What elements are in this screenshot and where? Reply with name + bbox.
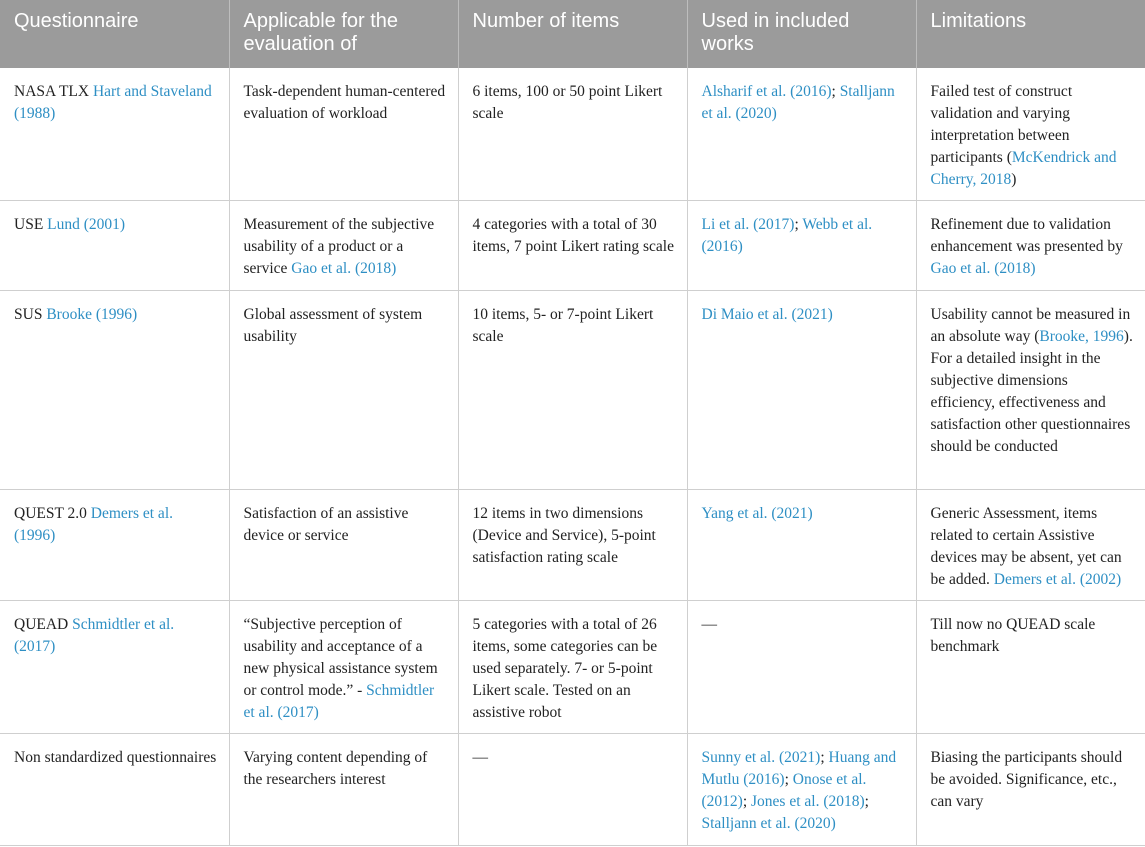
header-used-in-works: Used in included works <box>687 0 916 68</box>
cell-questionnaire: USE Lund (2001) <box>0 201 229 291</box>
cell-limitations: Usability cannot be measured in an absolute way (Brooke, 1996). For a detailed insight in the subjective dimensions efficiency, effectiveness and satisfaction other questionnaires should be conducted <box>916 291 1145 490</box>
citation-link[interactable]: Alsharif et al. (2016) <box>701 83 832 100</box>
cell-applicable: “Subjective perception of usability and acceptance of a new physical assistance system or control mode.” - Schmidtler et al. (2017) <box>229 601 458 734</box>
citation-link[interactable]: Schmidtler et al. (2017) <box>14 616 175 655</box>
cell-applicable: Varying content depending of the researchers interest <box>229 734 458 846</box>
table-row <box>0 734 1145 846</box>
citation-link[interactable]: Brooke (1996) <box>46 306 138 323</box>
cell-items: 4 categories with a total of 30 items, 7 point Likert rating scale <box>458 201 687 291</box>
header-row <box>0 0 1145 68</box>
header-questionnaire: Questionnaire <box>0 0 229 68</box>
citation-link[interactable]: Stalljann et al. (2020) <box>701 815 836 832</box>
cell-questionnaire: NASA TLX Hart and Staveland (1988) <box>0 68 229 201</box>
cell-items: 5 categories with a total of 26 items, some categories can be used separately. 7- or 5-point Likert scale. Tested on an assistive robot <box>458 601 687 734</box>
citation-link[interactable]: Hart and Staveland (1988) <box>14 83 212 122</box>
cell-used: Li et al. (2017); Webb et al. (2016) <box>687 201 916 291</box>
cell-limitations: Failed test of construct validation and varying interpretation between participants (McKendrick and Cherry, 2018) <box>916 68 1145 201</box>
cell-used <box>687 490 916 601</box>
citation-link[interactable]: Di Maio et al. (2021) <box>701 306 833 323</box>
citation-link[interactable]: Jones et al. (2018) <box>751 793 865 810</box>
header-number-of-items: Number of items <box>458 0 687 68</box>
cell-questionnaire: QUEST 2.0 Demers et al. (1996) <box>0 490 229 601</box>
cell-items: — <box>458 734 687 846</box>
cell-items: 10 items, 5- or 7-point Likert scale <box>458 291 687 490</box>
header-limitations: Limitations <box>916 0 1145 68</box>
citation-link[interactable]: Yang et al. (2021) <box>701 505 813 522</box>
header-applicable: Applicable for the evaluation of <box>229 0 458 68</box>
table-row <box>0 291 1145 490</box>
citation-link[interactable]: Stalljann et al. (2020) <box>701 83 895 122</box>
citation-link[interactable]: Schmidtler et al. (2017) <box>243 682 435 721</box>
cell-items: 6 items, 100 or 50 point Likert scale <box>458 68 687 201</box>
citation-link[interactable]: Demers et al. (1996) <box>14 505 173 544</box>
cell-used: Alsharif et al. (2016); Stalljann et al. (2020) <box>687 68 916 201</box>
citation-link[interactable]: Gao et al. (2018) <box>930 260 1036 277</box>
citation-link[interactable]: Sunny et al. (2021) <box>701 749 821 766</box>
citation-link[interactable]: Webb et al. (2016) <box>701 216 873 255</box>
table-row <box>0 201 1145 291</box>
table-row <box>0 601 1145 734</box>
cell-used: Sunny et al. (2021); Huang and Mutlu (2016); Onose et al. (2012); Jones et al. (2018); Stalljann et al. (2020) <box>687 734 916 846</box>
cell-used <box>687 291 916 490</box>
cell-applicable: Satisfaction of an assistive device or service <box>229 490 458 601</box>
cell-applicable: Task-dependent human-centered evaluation of workload <box>229 68 458 201</box>
cell-applicable: Measurement of the subjective usability of a product or a service Gao et al. (2018) <box>229 201 458 291</box>
citation-link[interactable]: Onose et al. (2012) <box>701 771 867 810</box>
citation-link[interactable]: Demers et al. (2002) <box>993 571 1122 588</box>
cell-questionnaire: QUEAD Schmidtler et al. (2017) <box>0 601 229 734</box>
cell-used: — <box>687 601 916 734</box>
cell-limitations: Refinement due to validation enhancement was presented by Gao et al. (2018) <box>916 201 1145 291</box>
citation-link[interactable]: Li et al. (2017) <box>701 216 795 233</box>
cell-limitations: Generic Assessment, items related to certain Assistive devices may be absent, yet can be added. Demers et al. (2002) <box>916 490 1145 601</box>
citation-link[interactable]: Gao et al. (2018) <box>291 260 397 277</box>
table-row <box>0 68 1145 201</box>
cell-limitations: Biasing the participants should be avoided. Significance, etc., can vary <box>916 734 1145 846</box>
citation-link[interactable]: McKendrick and Cherry, 2018 <box>930 149 1117 188</box>
cell-items: 12 items in two dimensions (Device and Service), 5-point satisfaction rating scale <box>458 490 687 601</box>
cell-questionnaire: SUS Brooke (1996) <box>0 291 229 490</box>
cell-limitations: Till now no QUEAD scale benchmark <box>916 601 1145 734</box>
cell-questionnaire: Non standardized questionnaires <box>0 734 229 846</box>
table-row <box>0 490 1145 601</box>
citation-link[interactable]: Huang and Mutlu (2016) <box>701 749 897 788</box>
citation-link[interactable]: Lund (2001) <box>47 216 126 233</box>
citation-link[interactable]: Brooke, 1996 <box>1039 328 1124 345</box>
cell-applicable: Global assessment of system usability <box>229 291 458 490</box>
